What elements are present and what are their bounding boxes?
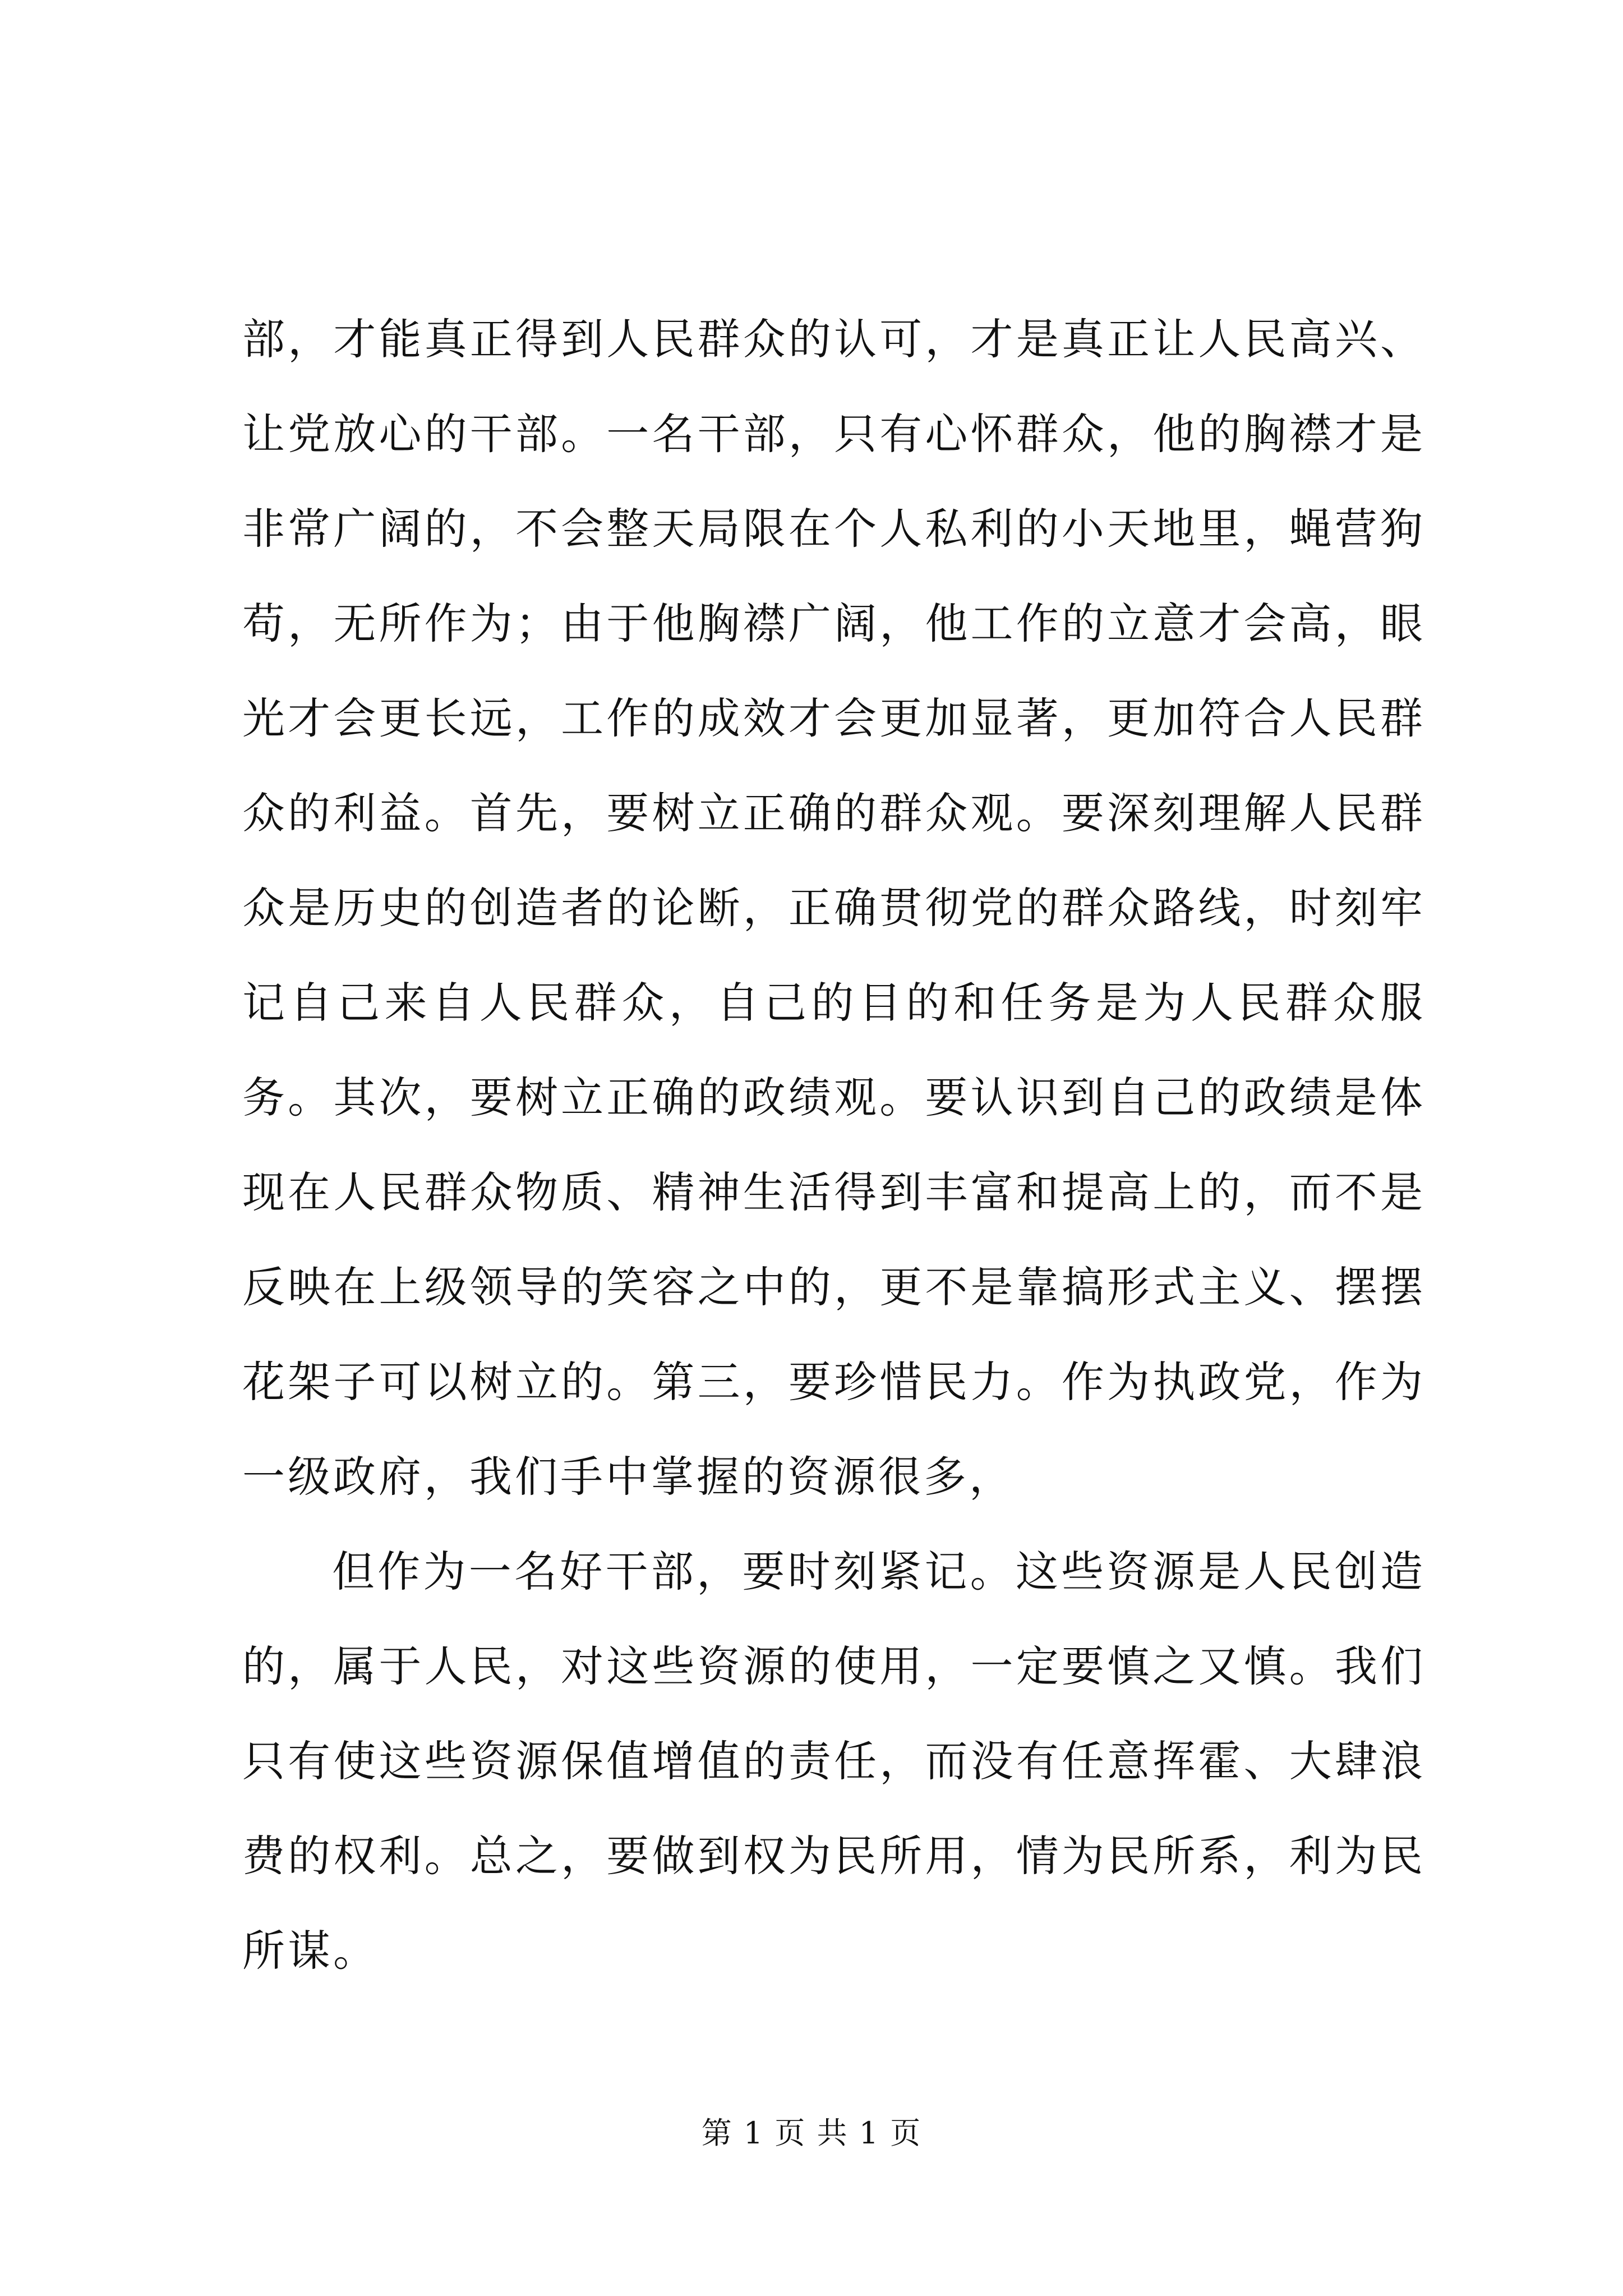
paragraph-2: 但作为一名好干部，要时刻紧记。这些资源是人民创造的，属于人民，对这些资源的使用，一定要慎之又慎。我们只有使这些资源保值增值的责任，而没有任意挥霍、大肆浪费的权利。总之，要做到权为民所用，情为民所系，利为民所谋。 [242, 1547, 1426, 1976]
page-footer [0, 2114, 1623, 2153]
document-body [242, 292, 1426, 1998]
page-number-label: 第 1 页 共 1 页 [701, 2115, 922, 2151]
paragraph-1: 部，才能真正得到人民群众的认可，才是真正让人民高兴、让党放心的干部。一名干部，只有心怀群众，他的胸襟才是非常广阔的，不会整天局限在个人私利的小天地里，蝇营狗苟，无所作为；由于他胸襟广阔，他工作的立意才会高，眼光才会更长远，工作的成效才会更加显著，更加符合人民群众的利益。首先，要树立正确的群众观。要深刻理解人民群众是历史的创造者的论断，正确贯彻党的群众路线，时刻牢记自己来自人民群众，自己的目的和任务是为人民群众服务。其次，要树立正确的政绩观。要认识到自己的政绩是体现在人民群众物质、精神生活得到丰富和提高上的，而不是反映在上级领导的笑容之中的，更不是靠搞形式主义、摆摆花架子可以树立的。第三，要珍惜民力。作为执政党，作为一级政府，我们手中掌握的资源很多， [242, 314, 1426, 1502]
